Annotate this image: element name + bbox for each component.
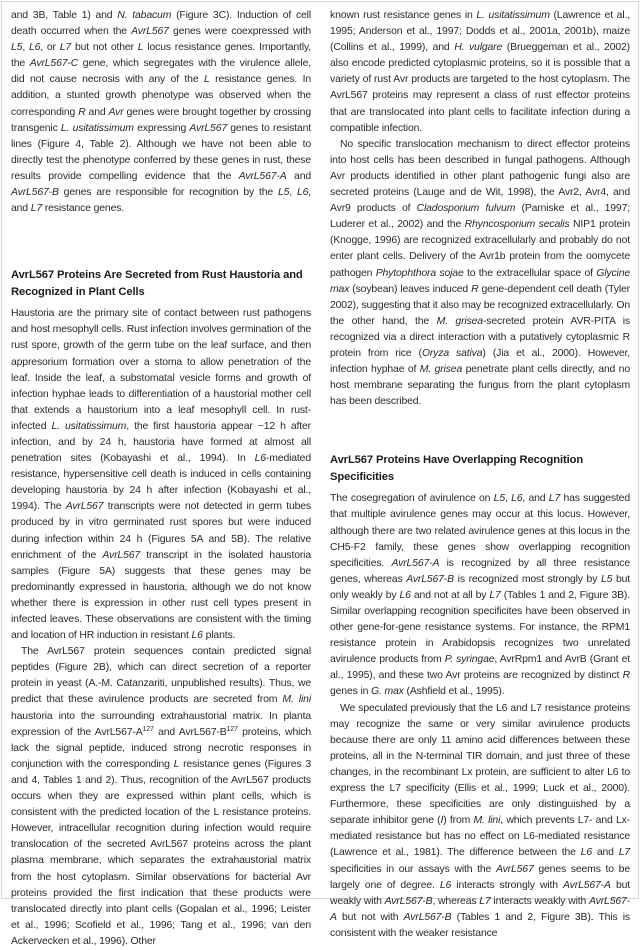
gene-name: AvrL567-B [11,187,59,199]
text: No specific translocation mechanism to direct effector proteins into host cells has been described in fungal pathogens. Although Avr products identified in other plant pathogenic fungi also are secreted proteins (Lauge and de Wit, 1998), the Avr2, Avr4, and Avr9 products of [330,138,630,215]
gene-name: R [622,670,630,682]
text: We speculated previously that the L6 and L7 resistance proteins may recognize the same or very similar avirulence products because there are only 11 amino acid differences between these proteins, all in the N-terminal TIR domain, and just three of these changes, in the recombinant Lx protein, are sufficient to alter L6 to express the L7 specificity (Ellis et al., 1999; Luck et al., 2000). Furthermore, these specificities are only distinguished by a separate inhibitor gene ( [330,702,630,827]
gene-name: AvrL567 [65,501,104,513]
text: resistance genes (Figures 3 and 4, Tables 1 and 2). Thus, recognition of the AvrL567 products occurs when they are expressed within plant cells, which is consistent with the predicted location of the L resistance proteins. However, intracellular recognition during infection would require translocation of the secreted AvrL567 proteins across the plant plasma membrane, which separates the extrahaustorial matrix from the host cytoplasm. Similar observations for bacterial Avr proteins provided the first indication that these products were translocated directly into plant cells (Gopalan et al., 1996; Leister et al., 1996; Scofield et al., 1996; Tang et al., 1996; van den Ackervecken et al., 1996). Other [11,758,311,947]
gene-name: L7 [618,847,630,859]
paragraph [330,701,630,942]
species-name: P. syringae [444,654,495,666]
text: (Figure 3C). Induction of cell death occurred when the [11,10,312,38]
text: , and [11,187,311,215]
text: specificities in our assays with the [330,863,496,875]
text: genes to resistant lines (Figure 4, Table 2). Although we have not been able to directly test the phenotype conferred by these genes in rust, these results provide compelling evidence that the [11,122,311,182]
text: (Parniske et al., 1997; Luderer et al., 2002) and the [330,203,630,231]
species-name: M. grisea [436,315,483,327]
text: genes were brought together by crossing transgenic [11,106,311,134]
text: NIP1 protein (Knogge, 1996) are recognized extracellularly and probably do not enter plant cells. Delivery of the Avr1b protein from the oomycete pathogen [330,219,631,279]
paragraph [11,306,311,644]
gene-name: Avr [108,106,124,118]
text: (Lawrence et al., 1995; Anderson et al., 1997; Dodds et al., 2001a, 2001b), maize (Collins et al., 1999), and [330,10,630,54]
text: , the first haustoria appear ~12 h after infection, and by 24 h, haustoria have formed at almost all penetration sites (Kobayashi et al., 1994). In [11,420,312,465]
gene-name: L [203,74,210,86]
text: is recognized most strongly by [453,573,601,585]
gene-name: L7 [548,493,561,505]
text: (Tables 1 and 2, Figure 3B). Similar overlapping recognition specificites have been observed in other gene-for-gene resistance systems. For instance, the RPM1 resistance protein in Arabidopsis recognizes two unrelated avirulence products from [330,589,630,666]
gene-name: AvrL567-C [29,58,79,70]
text: and [85,106,109,118]
text: , whereas [432,895,480,907]
gene-name: AvrL567-B [406,573,454,585]
paragraph [11,644,311,950]
text: (Brueggeman et al., 2002) also encode predicted cytoplasmic proteins, so it is possible that a variety of rust Avr products are targeted to the host cytoplasm. The AvrL567 proteins may represent a class of rust effector proteins that are translocated into plant cells to facilitate infection during a compatible infection. [330,42,630,134]
text: transcripts were not detected in germ tubes produced by in vitro germinated rust spores but were induced during infection within 24 h (Figures 5A and 5B). The relative enrichment of the [11,501,311,561]
gene-name: AvrL567 [131,26,169,38]
text: but only weakly by [330,573,631,601]
text: resistance genes. [42,203,125,215]
text: (Tables 1 and 2, Figure 3B). This is consistent with the weaker resistance [330,911,630,939]
text: and AvrL567-B [153,726,227,738]
gene-name: AvrL567-A [391,557,440,569]
paragraph [11,8,311,217]
gene-name: L5 [277,187,290,199]
species-name: N. tabacum [117,10,172,21]
text: proteins, which lack the signal peptide, induced strong necrotic responses in conjunction with the corresponding [11,726,311,770]
paragraph [330,8,630,137]
text: genes seems to be largely one of degree. [330,863,630,891]
gene-name: AvrL567-B [384,895,433,907]
text: interacts strongly with [451,879,564,891]
gene-name: AvrL567-B [403,911,452,923]
gene-name: L6 [399,589,411,601]
text: has suggested that multiple avirulence genes may occur at this locus. However, although there are two related avirulence genes at this locus in the CH5-F2 family, these genes show overlapping recognition specificities. [330,493,630,569]
text: , [22,42,29,54]
text: The AvrL567 protein sequences contain predicted signal peptides (Figure 2B), which can direct secretion of a reporter protein in yeast (A.-M. Catanzariti, unpublished results). Thus, we predict that these avirulence products are secreted from [11,646,311,706]
species-name: L. usitatissimum [51,420,127,432]
text: -secreted protein AVR-PITA is recognized via a direct interaction with a putatively cytoplasmic R protein from rice ( [330,315,630,359]
text: , [504,493,512,505]
text: , and [522,493,549,505]
text: ) from [443,815,474,827]
text: , or [40,42,60,54]
species-name: G. max [371,686,404,698]
gene-name: L [137,42,144,54]
paragraph [330,137,630,411]
gene-name: L5 [11,42,23,54]
text: genes in [330,686,372,698]
right-column [330,8,630,942]
text: -mediated resistance, hypersensitive cell death is induced in cells containing developing haustoria by 24 h after infection (Kobayashi et al., 1994). The [11,453,311,513]
species-name: H. vulgare [454,42,503,54]
text: gene-dependent cell death (Tyler 2002), suggesting that it also may be recognized extracellularly. On the other hand, the [330,283,630,327]
species-name: M. grisea [419,364,463,376]
text: ) (Jia et al., 2000). However, infection hyphae of [330,347,631,376]
text: genes are responsible for recognition by the [58,187,278,199]
gene-name: L7 [59,42,72,54]
gene-name: L7 [479,895,491,907]
gene-name: L7 [30,203,43,215]
text: haustoria into the surrounding extrahaustorial matrix. In planta expression of the AvrL567-A [11,710,311,738]
gene-name: L6 [254,453,266,465]
text: transcript in the isolated haustoria samples (Figure 5A) suggests that these genes may be predominantly expressed in haustoria, although we do not know whether there is expression in other rust cell types present in infected leaves. These observations are consistent with the timing and location of HR induction in resistant [11,549,311,642]
gene-name: L6 [28,42,41,54]
gene-name: L6 [511,493,523,505]
gene-name: L5 [600,573,613,585]
species-name: Phytophthora sojae [375,267,464,279]
text: known rust resistance genes in [330,10,477,21]
species-name: Rhyncosporium secalis [464,219,570,231]
text: resistance genes. In addition, a stunted growth phenotype was observed when the corresponding [11,74,312,118]
gene-name: R [78,106,86,118]
text: is recognized by all three resistance genes, whereas [330,557,630,585]
gene-name: L [173,758,180,770]
text: to the extracellular space of [463,267,597,279]
text: genes were coexpressed with [168,26,311,38]
gene-name: AvrL567 [495,863,534,875]
text: expressing [133,122,190,134]
text: , AvrRpm1 and AvrB (Grant et al., 1995), and these two Avr proteins are recognized by distinct [330,654,631,682]
section-heading: AvrL567 Proteins Have Overlapping Recognition Specificities [330,454,584,483]
species-name: L. usitatissimum [60,122,134,134]
text: plants. [202,630,236,642]
text: and 3B, Table 1) and [11,10,118,21]
gene-name: I [440,815,444,827]
section-heading: AvrL567 Proteins Are Secreted from Rust Haustoria and Recognized in Plant Cells [11,269,303,298]
gene-name: L6 [439,879,452,891]
gene-name: AvrL567 [189,122,228,134]
species-name: L. usitatissimum [476,10,550,21]
gene-name: L7 [489,589,501,601]
text: but not other [71,42,138,54]
gene-name: R [471,283,479,295]
text: but not with [336,911,404,923]
spacer [11,217,311,267]
species-name: Oryza sativa [421,347,483,359]
spacer [330,410,630,452]
gene-name: L6 [580,847,592,859]
text: and [591,847,619,859]
species-name: Cladosporium fulvum [416,203,516,215]
gene-name: L6 [191,630,203,642]
text: and [286,170,312,182]
text: locus resistance genes. Importantly, the [11,42,312,70]
gene-name: AvrL567-A [238,170,287,182]
gene-name: AvrL567-A [563,879,611,891]
gene-name: AvrL567 [102,549,141,561]
text: (Ashfield et al., 1995). [403,686,505,698]
text: , [289,187,297,199]
species-name: M. lini [282,694,311,706]
species-name: M. lini [473,815,501,827]
text: , which prevents L7- and Lx-mediated resistance but has no effect on L6-mediated resistance (Lawrence et al., 1981). The difference between the [330,815,630,859]
text: interacts weakly with [490,895,590,907]
superscript: 127 [226,725,238,733]
gene-name: L5 [493,493,505,505]
gene-name: AvrL567-A [330,895,630,923]
superscript: 127 [142,725,154,733]
paragraph [330,491,630,700]
gene-name: L6 [296,187,309,199]
text: Haustoria are the primary site of contact between rust pathogens and host mesophyll cells. Rust infection involves germination of the rust spore, growth of the germ tube on the leaf surface, and then appresorium formation over a stoma to allow penetration of the leaf. Inside the leaf, a substomatal vesicle forms and growth of infection hyphae leads to differentiation of a haustorial mother cell that extends a haustorium into a leaf mesophyll cell. In rust-infected [11,308,311,432]
text: The cosegregation of avirulence on [330,493,494,505]
text: and not at all by [410,589,490,601]
text: but weakly with [330,879,631,907]
text: gene, which segregates with the virulence allele, did not cause necrosis with any of the [11,58,312,86]
left-column [11,8,311,950]
text: penetrate plant cells directly, and no host membrane separating the fungus from the plant cytoplasm has been described. [330,364,630,408]
text: (soybean) leaves induced [349,283,472,295]
species-name: Glycine max [330,267,631,295]
